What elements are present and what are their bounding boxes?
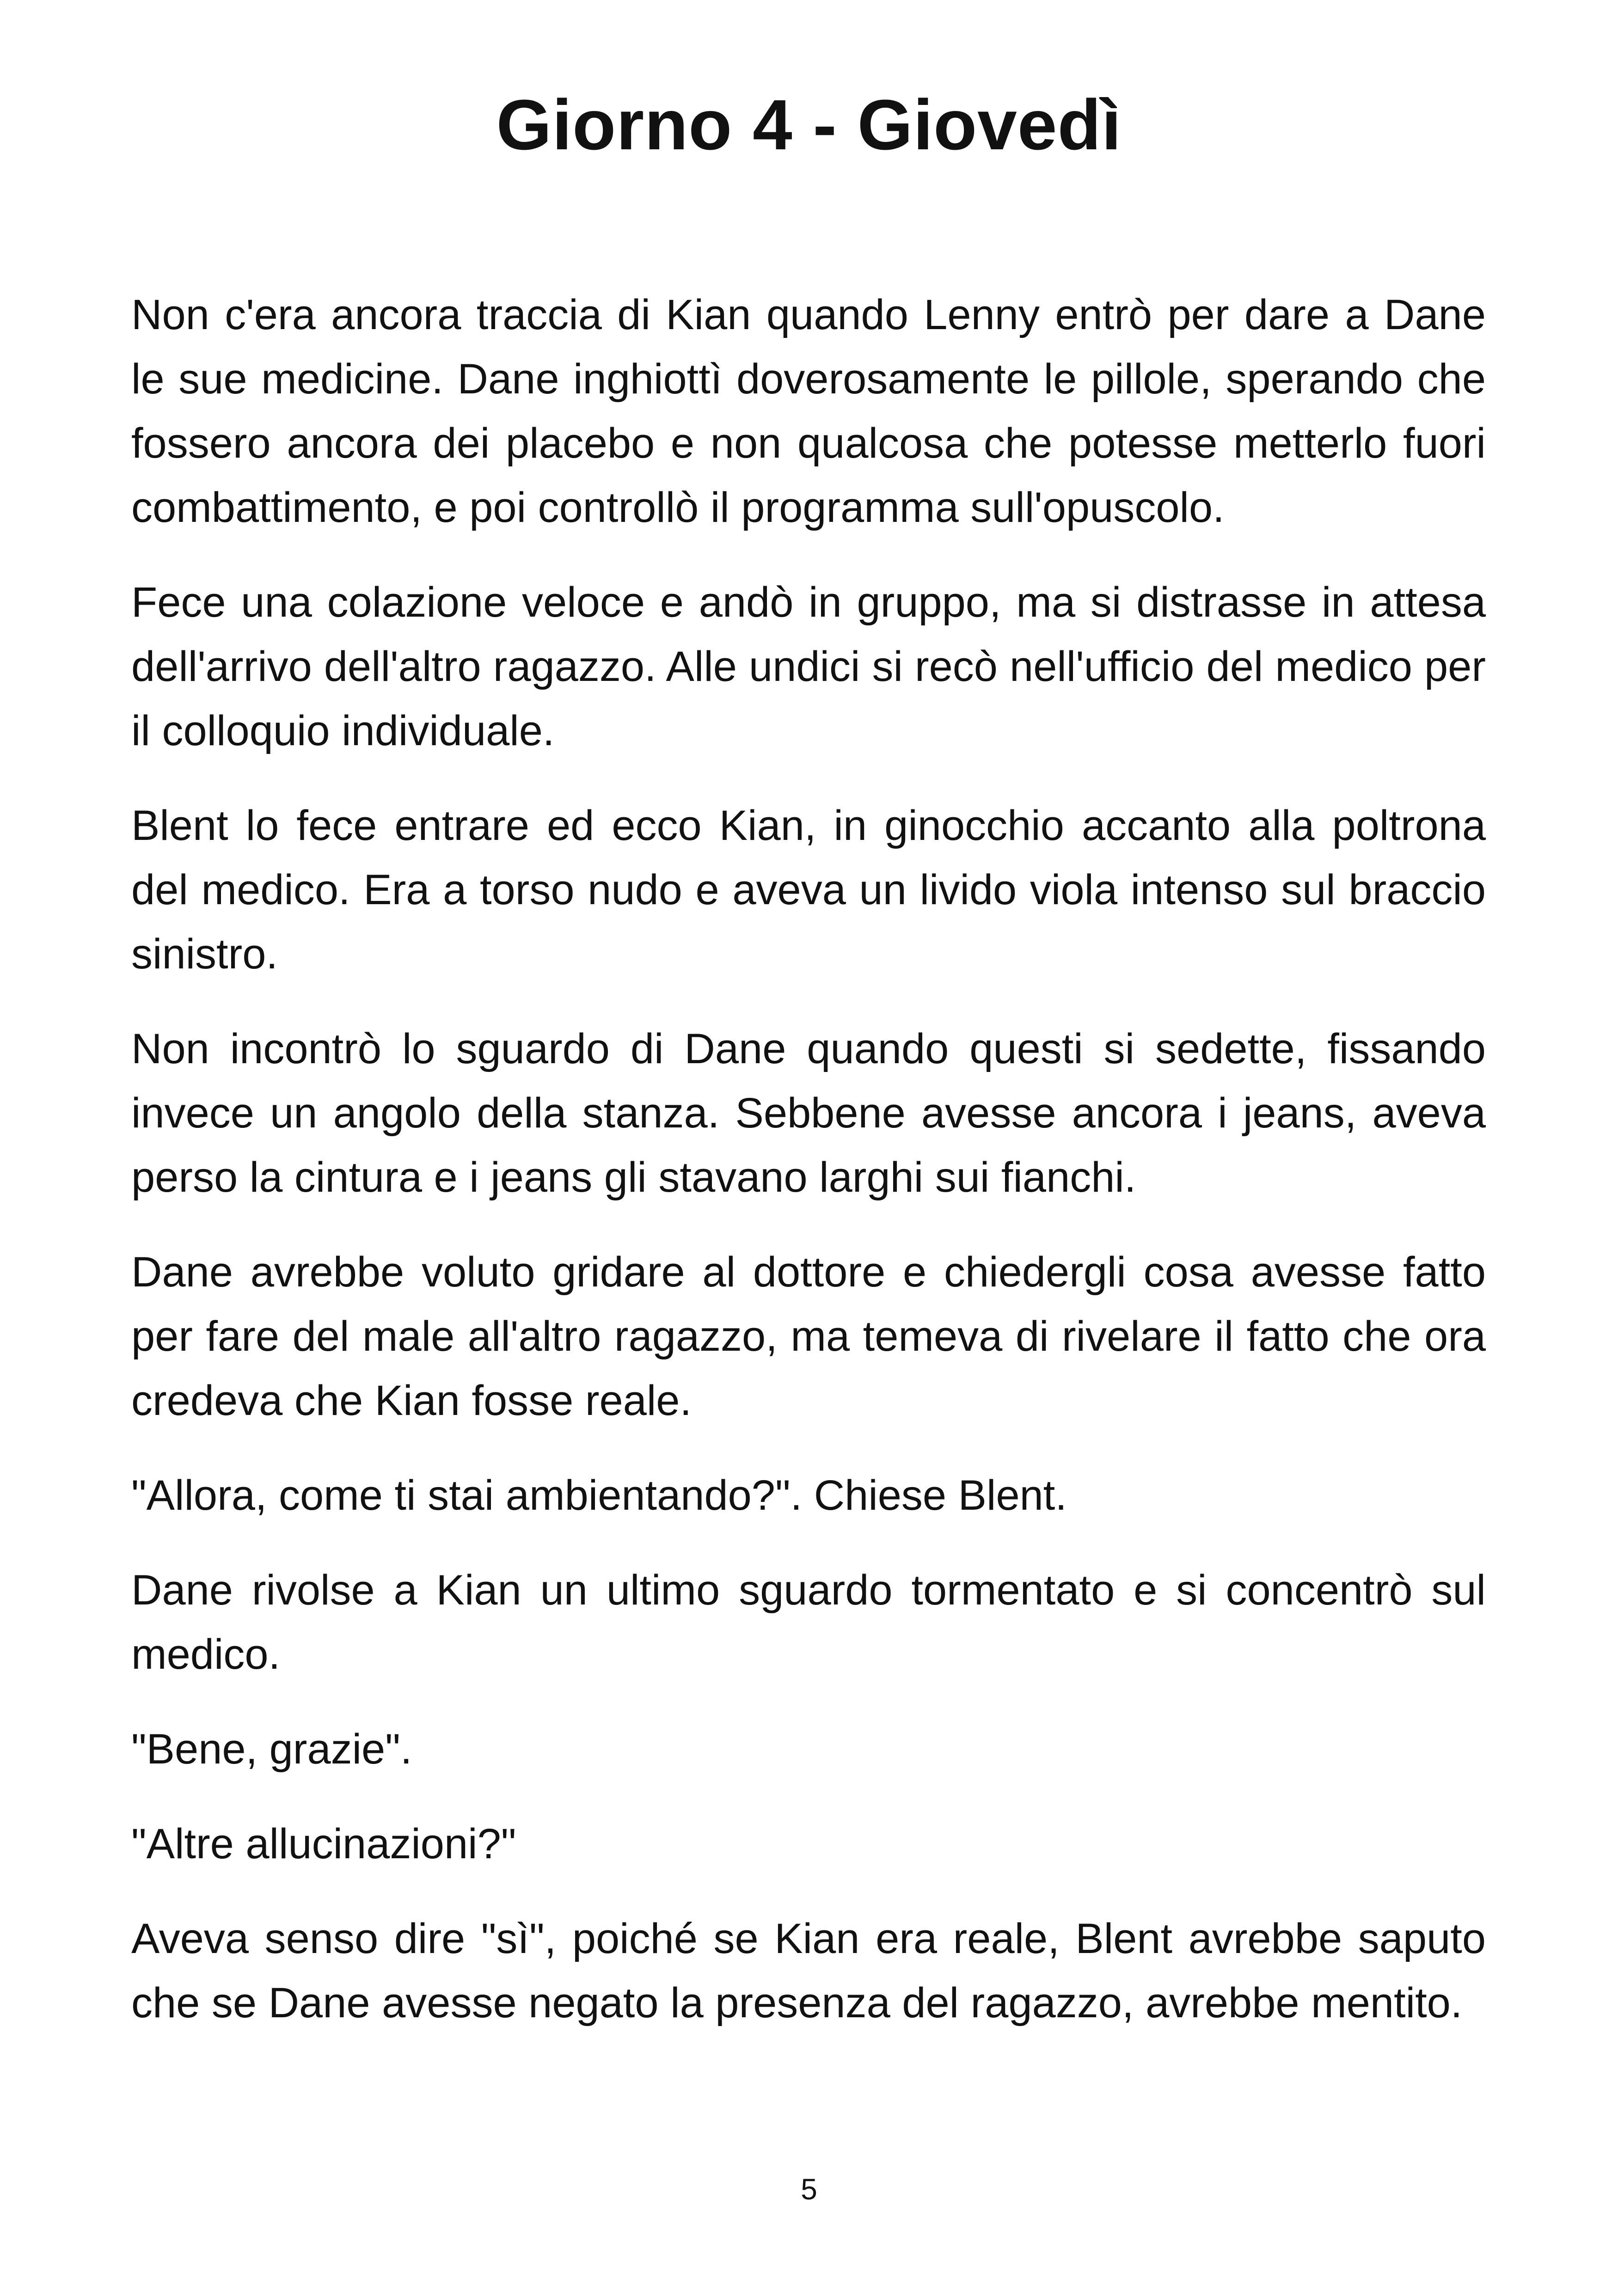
paragraph: Non c'era ancora traccia di Kian quando Lenny entrò per dare a Dane le sue medicine. Dane inghiottì doverosamente le pillole, sperando che fossero ancora dei placebo e non qualcosa che potesse metterlo fuori combattimento, e poi controllò il programma sull'opuscolo.: [131, 291, 1486, 531]
paragraph: "Allora, come ti stai ambientando?". Chiese Blent.: [131, 1472, 1067, 1519]
paragraph: Dane rivolse a Kian un ultimo sguardo tormentato e si concentrò sul medico.: [131, 1567, 1486, 1678]
paragraph: Aveva senso dire "sì", poiché se Kian era reale, Blent avrebbe saputo che se Dane avesse negato la presenza del ragazzo, avrebbe mentito.: [131, 1915, 1486, 2027]
paragraph: "Bene, grazie".: [131, 1726, 412, 1773]
body-text: [131, 283, 1486, 2066]
chapter-title: Giorno 4 - Giovedì: [496, 85, 1122, 165]
paragraph: Non incontrò lo sguardo di Dane quando questi si sedette, fissando invece un angolo della stanza. Sebbene avesse ancora i jeans, aveva perso la cintura e i jeans gli stavano larghi sui fianchi.: [131, 1025, 1486, 1201]
paragraph: Fece una colazione veloce e andò in gruppo, ma si distrasse in attesa dell'arrivo dell'altro ragazzo. Alle undici si recò nell'ufficio del medico per il colloquio individuale.: [131, 579, 1486, 754]
paragraph: Dane avrebbe voluto gridare al dottore e chiedergli cosa avesse fatto per fare del male all'altro ragazzo, ma temeva di rivelare il fatto che ora credeva che Kian fosse reale.: [131, 1249, 1486, 1424]
paragraph: Blent lo fece entrare ed ecco Kian, in ginocchio accanto alla poltrona del medico. Era a torso nudo e aveva un livido viola intenso sul braccio sinistro.: [131, 802, 1486, 978]
page-number: 5: [801, 2173, 817, 2206]
paragraph: "Altre allucinazioni?": [131, 1820, 516, 1867]
